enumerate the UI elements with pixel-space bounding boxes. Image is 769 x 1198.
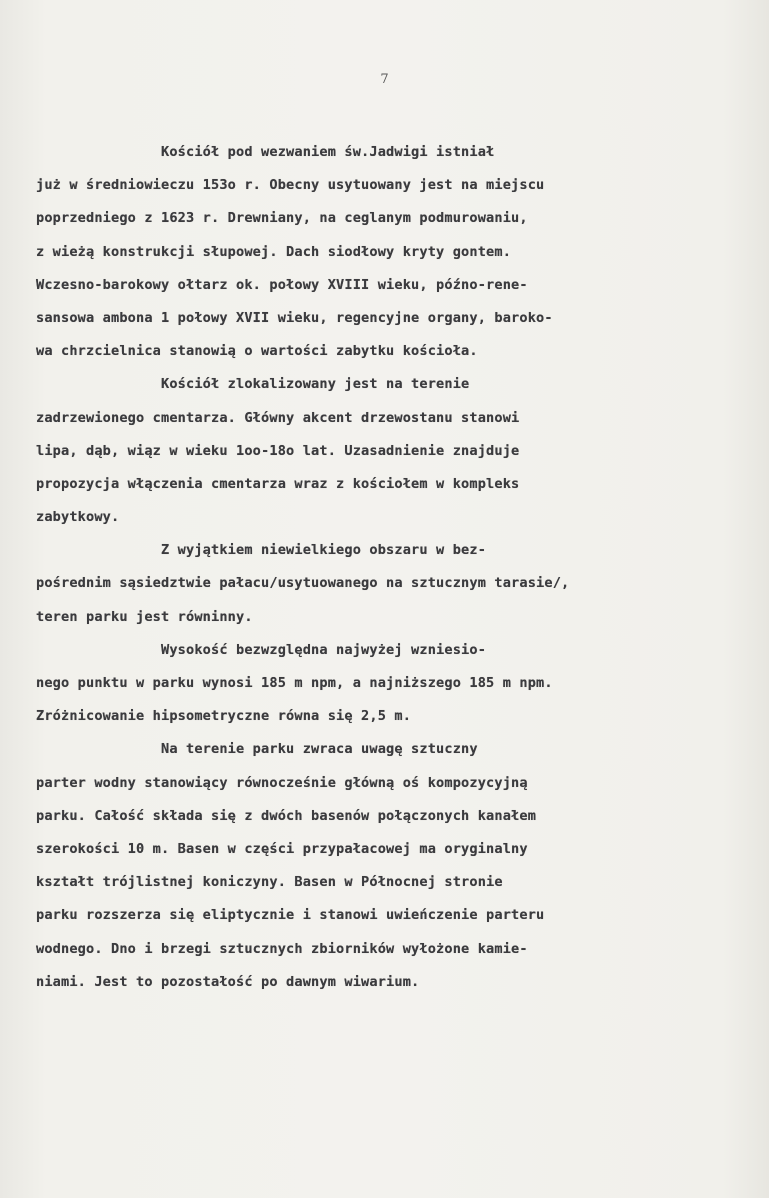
text-line: Zróżnicowanie hipsometryczne równa się 2,5 m. <box>36 708 412 725</box>
text-line: nego punktu w parku wynosi 185 m npm, a najniższego 185 m npm. <box>36 675 553 691</box>
text-line: Kościół pod wezwaniem św.Jadwigi istniał <box>36 144 495 160</box>
text-line: teren parku jest równinny. <box>36 608 253 625</box>
text-line: zabytkowy. <box>36 509 120 526</box>
text-line: zadrzewionego cmentarza. Główny akcent drzewostanu stanowi <box>36 409 520 426</box>
text-line: Z wyjątkiem niewielkiego obszaru w bez- <box>36 542 487 559</box>
page-number: 7 <box>380 72 389 87</box>
text-line: sansowa ambona 1 połowy XVII wieku, regencyjne organy, baroko- <box>36 309 553 326</box>
text-line: już w średniowieczu 153o r. Obecny usytuowany jest na miejscu <box>36 177 545 194</box>
text-line: szerokości 10 m. Basen w części przypałacowej ma oryginalny <box>36 840 528 857</box>
text-line: z wieżą konstrukcji słupowej. Dach siodłowy kryty gontem. <box>36 243 512 260</box>
text-line: kształt trójlistnej koniczyny. Basen w Północnej stronie <box>36 874 503 891</box>
text-line: Wysokość bezwzględna najwyżej wzniesio- <box>36 641 487 658</box>
text-line: parter wodny stanowiący równocześnie główną oś kompozycyjną <box>36 774 528 791</box>
text-line: pośrednim sąsiedztwie pałacu/usytuowanego na sztucznym tarasie/, <box>36 575 570 592</box>
text-line: niami. Jest to pozostałość po dawnym wiwarium. <box>36 973 420 990</box>
text-line: Kościół zlokalizowany jest na terenie <box>36 376 470 393</box>
text-line: lipa, dąb, wiąz w wieku 1oo-18o lat. Uzasadnienie znajduje <box>36 442 520 459</box>
text-line: poprzedniego z 1623 r. Drewniany, na ceglanym podmurowaniu, <box>36 210 528 227</box>
text-line: Na terenie parku zwraca uwagę sztuczny <box>36 741 478 758</box>
text-line: wodnego. Dno i brzegi sztucznych zbiorników wyłożone kamie- <box>36 940 528 957</box>
text-line: parku. Całość składa się z dwóch basenów połączonych kanałem <box>36 807 537 824</box>
text-line: Wczesno-barokowy ołtarz ok. połowy XVIII wieku, późno-rene- <box>36 276 528 293</box>
body-text <box>36 136 736 999</box>
text-line: propozycja włączenia cmentarza wraz z kościołem w kompleks <box>36 475 520 492</box>
text-line: parku rozszerza się eliptycznie i stanowi uwieńczenie parteru <box>36 907 545 924</box>
text-line: wa chrzcielnica stanowią o wartości zabytku kościoła. <box>36 343 478 360</box>
